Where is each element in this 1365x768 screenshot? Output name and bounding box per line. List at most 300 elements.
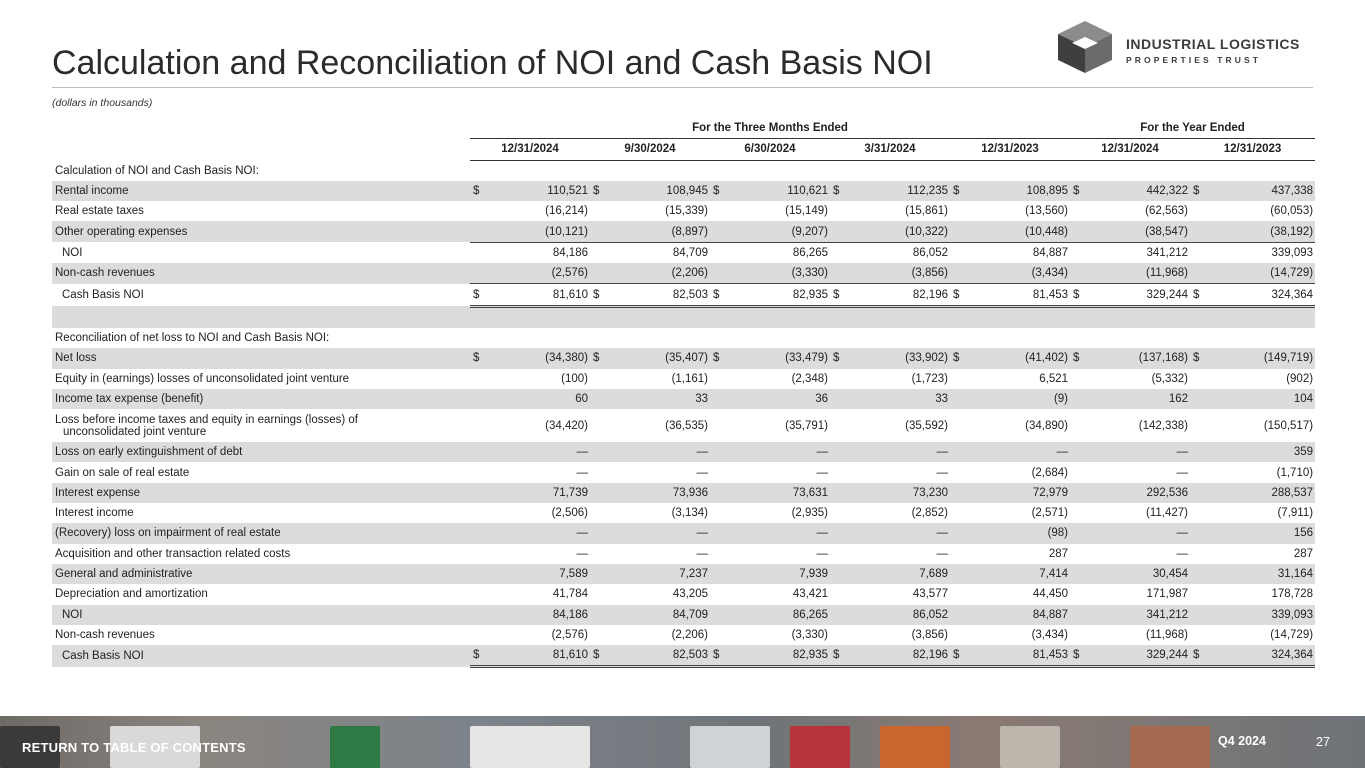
cell-value: 287 bbox=[1048, 547, 1069, 560]
currency-symbol bbox=[1190, 201, 1206, 221]
row-label-text: Non-cash revenues bbox=[55, 267, 155, 280]
currency-symbol: $ bbox=[590, 645, 606, 667]
cell-value: (15,149) bbox=[785, 205, 828, 218]
currency-symbol: $ bbox=[830, 284, 846, 306]
currency-symbol: $ bbox=[590, 284, 606, 306]
currency-symbol bbox=[950, 584, 966, 604]
cell-value: — bbox=[606, 442, 710, 462]
currency-symbol bbox=[710, 442, 726, 462]
cell-value: (2,852) bbox=[911, 507, 948, 520]
logo-name-line2: PROPERTIES TRUST bbox=[1126, 55, 1262, 65]
currency-symbol bbox=[1190, 409, 1206, 442]
cell-value: — bbox=[816, 466, 828, 479]
row-label-text: Gain on sale of real estate bbox=[55, 466, 190, 479]
currency-symbol bbox=[1190, 625, 1206, 645]
currency-symbol bbox=[710, 409, 726, 442]
cell-value: (9) bbox=[966, 389, 1070, 409]
currency-symbol bbox=[1190, 544, 1206, 564]
currency-symbol bbox=[1190, 564, 1206, 584]
cell-value: 442,322 bbox=[1086, 181, 1190, 201]
table-row bbox=[52, 625, 1315, 645]
cell-value: 287 bbox=[1293, 547, 1314, 560]
cell-value: — bbox=[576, 547, 588, 560]
currency-symbol bbox=[590, 369, 606, 389]
cell-value: 7,237 bbox=[606, 564, 710, 584]
currency-symbol bbox=[1190, 462, 1206, 482]
currency-symbol bbox=[590, 263, 606, 284]
currency-symbol bbox=[470, 389, 486, 409]
row-label-text: General and administrative bbox=[55, 568, 193, 581]
cell-value: (1,710) bbox=[1276, 466, 1314, 479]
cell-value: 178,728 bbox=[1271, 588, 1314, 601]
cell-value: 43,421 bbox=[792, 588, 828, 601]
cell-value: (34,890) bbox=[1025, 419, 1069, 432]
currency-symbol bbox=[830, 201, 846, 221]
cell-value: — bbox=[726, 523, 830, 543]
currency-symbol bbox=[470, 242, 486, 263]
noi-reconciliation-table bbox=[52, 118, 1315, 668]
cell-value: — bbox=[486, 442, 590, 462]
cell-value: — bbox=[696, 466, 708, 479]
table-row bbox=[52, 483, 1315, 503]
cell-value: (14,729) bbox=[1270, 628, 1314, 641]
cell-value: (2,348) bbox=[791, 372, 828, 385]
currency-symbol: $ bbox=[470, 181, 486, 201]
currency-symbol: $ bbox=[470, 284, 486, 306]
currency-symbol bbox=[590, 584, 606, 604]
cell-value: (2,576) bbox=[486, 263, 590, 284]
currency-symbol bbox=[1070, 442, 1086, 462]
currency-symbol: $ bbox=[1190, 348, 1206, 368]
cell-value: (10,322) bbox=[846, 221, 950, 242]
cell-value: — bbox=[696, 547, 708, 560]
cell-value: — bbox=[936, 466, 948, 479]
currency-symbol bbox=[590, 201, 606, 221]
cell-value: (9,207) bbox=[726, 221, 830, 242]
cell-value: (150,517) bbox=[1263, 419, 1314, 432]
table-row bbox=[52, 389, 1315, 409]
currency-symbol bbox=[830, 483, 846, 503]
row-label-text: Non-cash revenues bbox=[55, 628, 155, 641]
currency-symbol bbox=[950, 605, 966, 625]
cell-value: (33,479) bbox=[726, 348, 830, 368]
currency-symbol bbox=[1070, 625, 1086, 645]
currency-symbol bbox=[710, 503, 726, 523]
currency-symbol bbox=[950, 442, 966, 462]
currency-symbol: $ bbox=[1190, 181, 1206, 201]
currency-symbol bbox=[1190, 263, 1206, 284]
row-label bbox=[52, 201, 470, 221]
cell-value: (2,576) bbox=[551, 628, 588, 641]
row-label-text: (Recovery) loss on impairment of real estate bbox=[55, 527, 281, 540]
currency-symbol bbox=[710, 263, 726, 284]
currency-symbol bbox=[590, 544, 606, 564]
table-row bbox=[52, 645, 1315, 667]
currency-symbol bbox=[710, 625, 726, 645]
currency-symbol bbox=[470, 483, 486, 503]
currency-symbol bbox=[1070, 389, 1086, 409]
cell-value: (35,791) bbox=[785, 419, 828, 432]
table-row bbox=[52, 201, 1315, 221]
year-ended-group-header: For the Year Ended bbox=[1070, 118, 1315, 139]
currency-symbol bbox=[830, 584, 846, 604]
cell-value: 112,235 bbox=[846, 181, 950, 201]
table-row bbox=[52, 442, 1315, 462]
currency-symbol: $ bbox=[830, 645, 846, 667]
cell-value: (2,206) bbox=[671, 628, 708, 641]
cell-value: (3,134) bbox=[671, 507, 708, 520]
currency-symbol bbox=[950, 503, 966, 523]
currency-symbol: $ bbox=[1070, 284, 1086, 306]
cell-value: — bbox=[576, 466, 588, 479]
cell-value: 7,414 bbox=[966, 564, 1070, 584]
cell-value: 41,784 bbox=[552, 588, 588, 601]
currency-symbol bbox=[470, 263, 486, 284]
currency-symbol bbox=[950, 389, 966, 409]
table-row bbox=[52, 544, 1315, 564]
page-title: Calculation and Reconciliation of NOI and Cash Basis NOI bbox=[52, 44, 933, 82]
currency-symbol bbox=[470, 369, 486, 389]
cell-value: (60,053) bbox=[1270, 205, 1314, 218]
currency-symbol bbox=[1070, 503, 1086, 523]
currency-symbol bbox=[470, 201, 486, 221]
table-row bbox=[52, 523, 1315, 543]
cell-value: 84,709 bbox=[606, 605, 710, 625]
currency-symbol: $ bbox=[1070, 348, 1086, 368]
cell-value: 71,739 bbox=[486, 483, 590, 503]
currency-symbol bbox=[950, 544, 966, 564]
cell-value: 43,205 bbox=[672, 588, 708, 601]
cell-value: (13,560) bbox=[1025, 205, 1069, 218]
cell-value: 82,935 bbox=[726, 284, 830, 306]
currency-symbol bbox=[1190, 389, 1206, 409]
cell-value: (2,935) bbox=[791, 507, 828, 520]
cell-value: 7,689 bbox=[846, 564, 950, 584]
currency-symbol bbox=[1190, 523, 1206, 543]
cell-value: 84,887 bbox=[1032, 246, 1069, 259]
truck-image bbox=[690, 726, 770, 768]
row-label-text: Depreciation and amortization bbox=[55, 588, 208, 601]
cell-value: (3,330) bbox=[791, 628, 828, 641]
table-row bbox=[52, 369, 1315, 389]
cell-value: (2,571) bbox=[1031, 507, 1069, 520]
currency-symbol bbox=[590, 625, 606, 645]
currency-symbol bbox=[1070, 544, 1086, 564]
cell-value: 339,093 bbox=[1271, 246, 1314, 259]
cell-value: 162 bbox=[1086, 389, 1190, 409]
row-label bbox=[52, 284, 470, 306]
currency-symbol bbox=[1070, 523, 1086, 543]
cell-value: 82,503 bbox=[606, 645, 710, 667]
cell-value: (100) bbox=[561, 372, 588, 385]
table-row bbox=[52, 242, 1315, 263]
cell-value: 82,196 bbox=[846, 645, 950, 667]
cell-value: (98) bbox=[966, 523, 1070, 543]
cell-value: — bbox=[1086, 442, 1190, 462]
cell-value: (11,427) bbox=[1146, 507, 1189, 520]
cell-value: (149,719) bbox=[1206, 348, 1315, 368]
cell-value: (2,206) bbox=[606, 263, 710, 284]
currency-symbol bbox=[1190, 584, 1206, 604]
logo-name-line1: INDUSTRIAL LOGISTICS bbox=[1126, 36, 1300, 52]
quarter-label: Q4 2024 bbox=[1218, 734, 1266, 748]
section-title: Reconciliation of net loss to NOI and Cash Basis NOI: bbox=[55, 332, 330, 345]
currency-symbol bbox=[590, 409, 606, 442]
cell-value: 84,887 bbox=[966, 605, 1070, 625]
row-label-text: Rental income bbox=[55, 185, 129, 198]
currency-symbol: $ bbox=[590, 181, 606, 201]
column-header: 6/30/2024 bbox=[710, 139, 830, 160]
cell-value: 44,450 bbox=[1032, 588, 1069, 601]
row-label bbox=[52, 389, 470, 409]
cell-value: 7,939 bbox=[726, 564, 830, 584]
currency-symbol bbox=[1070, 564, 1086, 584]
row-label-text-continued: unconsolidated joint venture bbox=[63, 425, 207, 438]
currency-symbol bbox=[1190, 442, 1206, 462]
cell-value: 84,186 bbox=[486, 605, 590, 625]
cell-value: (34,380) bbox=[486, 348, 590, 368]
row-label-text: Interest expense bbox=[55, 486, 141, 499]
table-row bbox=[52, 564, 1315, 584]
currency-symbol bbox=[830, 242, 846, 263]
currency-symbol bbox=[470, 564, 486, 584]
currency-symbol: $ bbox=[710, 645, 726, 667]
cell-value: — bbox=[816, 547, 828, 560]
cell-value: (5,332) bbox=[1151, 372, 1189, 385]
currency-symbol: $ bbox=[1070, 181, 1086, 201]
currency-symbol: $ bbox=[470, 645, 486, 667]
truck-image bbox=[790, 726, 850, 768]
row-label bbox=[52, 605, 470, 625]
currency-symbol bbox=[1190, 605, 1206, 625]
row-label bbox=[52, 242, 470, 263]
cell-value: (15,339) bbox=[665, 205, 708, 218]
cell-value: 33 bbox=[846, 389, 950, 409]
currency-symbol bbox=[710, 369, 726, 389]
table-row bbox=[52, 605, 1315, 625]
currency-symbol: $ bbox=[950, 348, 966, 368]
currency-symbol: $ bbox=[950, 645, 966, 667]
currency-symbol bbox=[590, 605, 606, 625]
section-title: Calculation of NOI and Cash Basis NOI: bbox=[55, 164, 259, 177]
cell-value: — bbox=[1176, 547, 1189, 560]
table-row bbox=[52, 221, 1315, 242]
row-label bbox=[52, 442, 470, 462]
currency-symbol bbox=[950, 263, 966, 284]
cell-value: (3,856) bbox=[911, 628, 948, 641]
cell-value: — bbox=[606, 523, 710, 543]
spacer-cell bbox=[52, 306, 1315, 328]
currency-symbol bbox=[590, 442, 606, 462]
cell-value: 31,164 bbox=[1206, 564, 1315, 584]
currency-symbol bbox=[1070, 409, 1086, 442]
currency-symbol: $ bbox=[1190, 284, 1206, 306]
row-label-text: Acquisition and other transaction related costs bbox=[55, 547, 291, 560]
cell-value: (2,506) bbox=[551, 507, 588, 520]
currency-symbol bbox=[830, 221, 846, 242]
cell-value: 108,895 bbox=[966, 181, 1070, 201]
page-number: 27 bbox=[1316, 735, 1330, 749]
column-header: 12/31/2024 bbox=[1070, 139, 1190, 160]
row-label bbox=[52, 645, 470, 667]
column-header: 3/31/2024 bbox=[830, 139, 950, 160]
truck-image bbox=[880, 726, 950, 768]
truck-image bbox=[330, 726, 380, 768]
currency-symbol bbox=[950, 409, 966, 442]
cell-value: 73,631 bbox=[726, 483, 830, 503]
currency-symbol bbox=[950, 625, 966, 645]
cell-value: 43,577 bbox=[912, 588, 948, 601]
currency-symbol bbox=[710, 523, 726, 543]
cell-value: (137,168) bbox=[1086, 348, 1190, 368]
currency-symbol: $ bbox=[710, 348, 726, 368]
currency-symbol bbox=[1070, 201, 1086, 221]
cell-value: 329,244 bbox=[1086, 645, 1190, 667]
currency-symbol bbox=[950, 369, 966, 389]
currency-symbol bbox=[830, 369, 846, 389]
currency-symbol: $ bbox=[590, 348, 606, 368]
cell-value: (11,968) bbox=[1146, 628, 1189, 641]
row-label bbox=[52, 503, 470, 523]
row-label-text: Loss on early extinguishment of debt bbox=[55, 446, 243, 459]
currency-symbol bbox=[1070, 221, 1086, 242]
row-label-text: Net loss bbox=[55, 352, 97, 365]
currency-symbol bbox=[470, 605, 486, 625]
row-label bbox=[52, 564, 470, 584]
row-label-text: Income tax expense (benefit) bbox=[55, 393, 204, 405]
cell-value: (15,861) bbox=[905, 205, 948, 218]
cell-value: — bbox=[486, 523, 590, 543]
currency-symbol bbox=[710, 605, 726, 625]
currency-symbol bbox=[710, 242, 726, 263]
row-label-text: Cash Basis NOI bbox=[62, 650, 144, 663]
cell-value: 437,338 bbox=[1206, 181, 1315, 201]
currency-symbol bbox=[1190, 483, 1206, 503]
cell-value: 339,093 bbox=[1206, 605, 1315, 625]
table-row bbox=[52, 503, 1315, 523]
row-label bbox=[52, 409, 470, 442]
cell-value: (10,121) bbox=[486, 221, 590, 242]
cell-value: — bbox=[1176, 466, 1189, 479]
row-label bbox=[52, 181, 470, 201]
currency-symbol bbox=[590, 462, 606, 482]
cell-value: 6,521 bbox=[1039, 372, 1069, 385]
cell-value: (1,723) bbox=[911, 372, 948, 385]
cell-value: (11,968) bbox=[1086, 263, 1190, 284]
currency-symbol bbox=[470, 462, 486, 482]
three-months-group-header: For the Three Months Ended bbox=[470, 118, 1070, 139]
currency-symbol bbox=[1070, 584, 1086, 604]
currency-symbol bbox=[830, 462, 846, 482]
cell-value: (16,214) bbox=[545, 205, 588, 218]
currency-symbol bbox=[950, 242, 966, 263]
cell-value: 84,709 bbox=[672, 246, 708, 259]
currency-symbol bbox=[950, 564, 966, 584]
cell-value: 86,052 bbox=[912, 246, 948, 259]
row-label bbox=[52, 483, 470, 503]
currency-symbol bbox=[1070, 462, 1086, 482]
currency-symbol bbox=[830, 605, 846, 625]
currency-symbol bbox=[470, 584, 486, 604]
table-row bbox=[52, 462, 1315, 482]
row-label-text: NOI bbox=[62, 608, 83, 621]
cell-value: 86,265 bbox=[726, 605, 830, 625]
row-label-text: Loss before income taxes and equity in earnings (losses) of bbox=[55, 413, 358, 426]
currency-symbol: $ bbox=[950, 181, 966, 201]
title-divider bbox=[52, 87, 1313, 88]
cell-value: 359 bbox=[1206, 442, 1315, 462]
currency-symbol: $ bbox=[710, 181, 726, 201]
currency-symbol: $ bbox=[1190, 645, 1206, 667]
column-header: 12/31/2024 bbox=[470, 139, 590, 160]
cell-value: (38,547) bbox=[1086, 221, 1190, 242]
truck-image bbox=[1130, 726, 1210, 768]
row-label bbox=[52, 462, 470, 482]
column-header: 9/30/2024 bbox=[590, 139, 710, 160]
cell-value: 81,453 bbox=[966, 284, 1070, 306]
cell-value: 81,453 bbox=[966, 645, 1070, 667]
currency-symbol: $ bbox=[830, 181, 846, 201]
cell-value: 7,589 bbox=[486, 564, 590, 584]
currency-symbol bbox=[1190, 242, 1206, 263]
return-to-toc-link[interactable]: RETURN TO TABLE OF CONTENTS bbox=[22, 740, 246, 755]
cell-value: 73,936 bbox=[606, 483, 710, 503]
cell-value: 292,536 bbox=[1086, 483, 1190, 503]
currency-symbol bbox=[710, 483, 726, 503]
row-label bbox=[52, 263, 470, 284]
cell-value: 82,503 bbox=[606, 284, 710, 306]
currency-symbol bbox=[830, 389, 846, 409]
truck-image bbox=[1000, 726, 1060, 768]
footer-banner bbox=[0, 716, 1365, 768]
table-row bbox=[52, 284, 1315, 306]
cell-value: — bbox=[1086, 523, 1190, 543]
currency-symbol: $ bbox=[950, 284, 966, 306]
cell-value: (34,420) bbox=[545, 419, 588, 432]
cell-value: (3,856) bbox=[846, 263, 950, 284]
currency-symbol bbox=[590, 389, 606, 409]
currency-symbol bbox=[830, 503, 846, 523]
currency-symbol: $ bbox=[1070, 645, 1086, 667]
cell-value: (35,407) bbox=[606, 348, 710, 368]
cell-value: (10,448) bbox=[966, 221, 1070, 242]
currency-symbol bbox=[710, 584, 726, 604]
cell-value: 341,212 bbox=[1086, 605, 1190, 625]
currency-symbol bbox=[710, 544, 726, 564]
currency-symbol bbox=[470, 625, 486, 645]
row-label bbox=[52, 523, 470, 543]
currency-symbol bbox=[590, 242, 606, 263]
cell-value: 110,621 bbox=[726, 181, 830, 201]
cell-value: 288,537 bbox=[1206, 483, 1315, 503]
cell-value: 84,186 bbox=[552, 246, 588, 259]
currency-symbol bbox=[710, 389, 726, 409]
cell-value: 81,610 bbox=[486, 284, 590, 306]
cell-value: (902) bbox=[1286, 372, 1314, 385]
currency-symbol bbox=[470, 221, 486, 242]
row-label bbox=[52, 221, 470, 242]
cell-value: 86,052 bbox=[846, 605, 950, 625]
truck-image bbox=[470, 726, 590, 768]
currency-symbol bbox=[1070, 263, 1086, 284]
cell-value: (41,402) bbox=[966, 348, 1070, 368]
currency-symbol bbox=[710, 564, 726, 584]
currency-symbol bbox=[710, 462, 726, 482]
row-label bbox=[52, 584, 470, 604]
currency-symbol bbox=[470, 544, 486, 564]
cell-value: (35,592) bbox=[905, 419, 948, 432]
cell-value: 110,521 bbox=[486, 181, 590, 201]
